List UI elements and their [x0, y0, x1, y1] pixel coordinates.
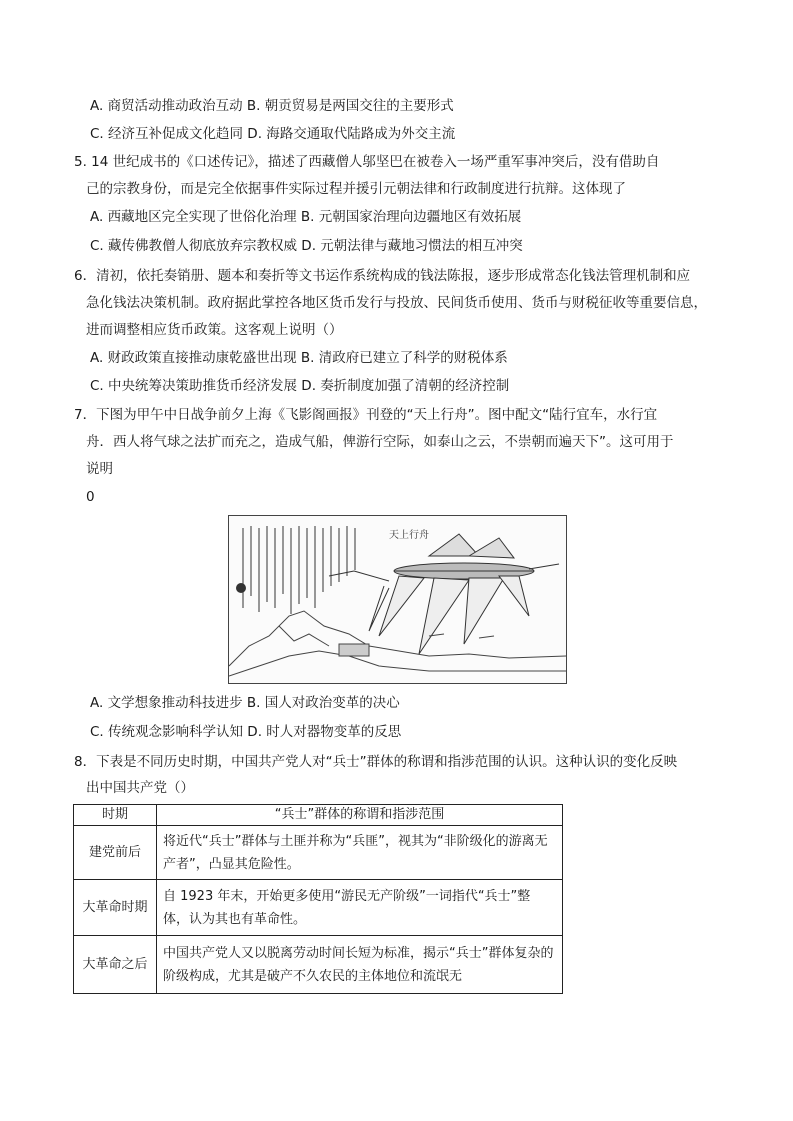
table-cell-period: 大革命之后	[74, 936, 157, 994]
soldier-terminology-table	[73, 804, 563, 994]
q5-option-line-1: A. 西藏地区完全实现了世俗化治理 B. 元朝国家治理向边疆地区有效拓展	[90, 209, 522, 225]
q7-stem-line-1: 7．下图为甲午中日战争前夕上海《飞影阁画报》刊登的“天上行舟”。图中配文“陆行宜车，水行宜	[74, 407, 658, 423]
calligraphy-text-block	[243, 526, 355, 614]
q6-stem-line-1: 6．清初，依托奏销册、题本和奏折等文书运作系统构成的钱法陈报，逐步形成常态化钱法管理机制和应	[74, 268, 691, 284]
figure-title: 天上行舟	[389, 530, 429, 541]
q7-stem-line-3: 说明	[86, 461, 113, 477]
table-header-description: “兵士”群体的称谓和指涉范围	[157, 805, 563, 826]
q6-option-line-2: C. 中央统筹决策助推货币经济发展 D. 奏折制度加强了清朝的经济控制	[90, 378, 510, 394]
mountain-landscape	[229, 611, 566, 676]
airship-drawing	[229, 516, 566, 683]
q7-option-line-2: C. 传统观念影响科学认知 D. 时人对器物变革的反思	[90, 724, 402, 740]
airship-illustration	[228, 515, 567, 684]
table-header-period: 时期	[74, 805, 157, 826]
seal-icon	[236, 583, 246, 593]
table-cell-description: 将近代“兵士”群体与土匪并称为“兵匪”，视其为“非阶级化的游离无产者”，凸显其危险性。	[157, 826, 563, 880]
q7-marker: 0	[86, 489, 95, 505]
q7-stem-line-2: 舟．西人将气球之法扩而充之，造成气船，俾游行空际，如泰山之云，不崇朝而遍天下”。这可用于	[86, 434, 674, 450]
q8-stem-line-1: 8．下表是不同历史时期，中国共产党人对“兵士”群体的称谓和指涉范围的认识。这种认识的变化反映	[74, 754, 678, 770]
table-row	[74, 936, 563, 994]
q6-stem-line-2: 急化钱法决策机制。政府据此掌控各地区货币发行与投放、民间货币使用、货币与财税征收等重要信息，	[86, 295, 707, 311]
q7-option-line-1: A. 文学想象推动科技进步 B. 国人对政治变革的决心	[90, 695, 400, 711]
q5-option-line-2: C. 藏传佛教僧人彻底放弃宗教权威 D. 元朝法律与藏地习惯法的相互冲突	[90, 238, 523, 254]
q6-stem-line-3: 进而调整相应货币政策。这客观上说明（）	[86, 322, 343, 338]
q4-option-line-1: A. 商贸活动推动政治互动 B. 朝贡贸易是两国交往的主要形式	[90, 98, 454, 114]
q8-stem-line-2: 出中国共产党（）	[86, 780, 194, 796]
table-cell-period: 大革命时期	[74, 880, 157, 936]
table-header-row	[74, 805, 563, 826]
q6-option-line-1: A. 财政政策直接推动康乾盛世出现 B. 清政府已建立了科学的财税体系	[90, 350, 508, 366]
q5-stem-line-2: 己的宗教身份，而是完全依据事件实际过程并援引元朝法律和行政制度进行抗辩。这体现了	[86, 181, 626, 197]
table-row	[74, 880, 563, 936]
table-cell-description: 中国共产党人又以脱离劳动时间长短为标准，揭示“兵士”群体复杂的阶级构成，尤其是破产不久农民的主体地位和流氓无	[157, 936, 563, 994]
table-row	[74, 826, 563, 880]
table-cell-period: 建党前后	[74, 826, 157, 880]
q4-option-line-2: C. 经济互补促成文化趋同 D. 海路交通取代陆路成为外交主流	[90, 126, 456, 142]
table-cell-description: 自 1923 年末，开始更多使用“游民无产阶级”一词指代“兵士”整体，认为其也有革命性。	[157, 880, 563, 936]
q5-stem-line-1: 5. 14 世纪成书的《口述传记》，描述了西藏僧人邬坚巴在被卷入一场严重军事冲突后，没有借助自	[74, 154, 660, 170]
airship-body	[329, 534, 559, 654]
